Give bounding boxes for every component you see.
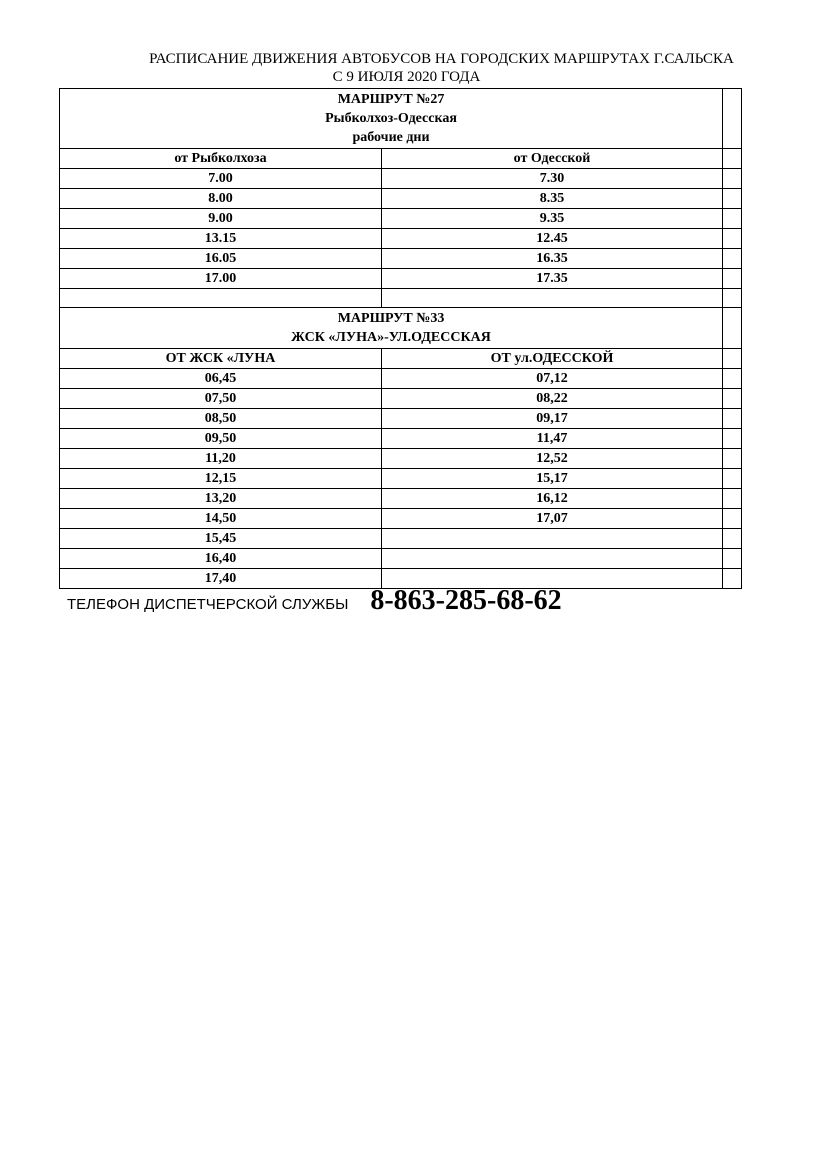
side-cell bbox=[723, 409, 742, 429]
table-row bbox=[60, 369, 742, 389]
side-cell bbox=[723, 349, 742, 369]
side-cell bbox=[723, 569, 742, 589]
route33-time-col2 bbox=[382, 549, 723, 569]
side-cell bbox=[723, 149, 742, 169]
route33-time-col1: 12,15 bbox=[60, 469, 382, 489]
route27-path: Рыбколхоз-Одесская bbox=[325, 111, 457, 126]
route33-time-col2 bbox=[382, 529, 723, 549]
route27-header-row bbox=[60, 89, 742, 149]
route27-header bbox=[60, 89, 723, 149]
document-date: С 9 ИЮЛЯ 2020 ГОДА bbox=[332, 69, 481, 85]
route27-time-col1: 13.15 bbox=[60, 229, 382, 249]
table-row bbox=[60, 469, 742, 489]
side-cell bbox=[723, 269, 742, 289]
table-row bbox=[60, 229, 742, 249]
table-row bbox=[60, 409, 742, 429]
document-title: РАСПИСАНИЕ ДВИЖЕНИЯ АВТОБУСОВ НА ГОРОДСКИХ МАРШРУТАХ Г.САЛЬСКА bbox=[149, 51, 734, 67]
route33-time-col2: 09,17 bbox=[382, 409, 723, 429]
route33-time-col2: 08,22 bbox=[382, 389, 723, 409]
side-cell bbox=[723, 89, 742, 149]
route27-time-col2: 8.35 bbox=[382, 189, 723, 209]
spacer-row bbox=[60, 289, 742, 308]
route33-path: ЖСК «ЛУНА»-УЛ.ОДЕССКАЯ bbox=[291, 330, 491, 345]
table-row bbox=[60, 249, 742, 269]
route27-time-col1: 17.00 bbox=[60, 269, 382, 289]
schedule-table bbox=[59, 88, 742, 589]
route33-time-col2: 11,47 bbox=[382, 429, 723, 449]
table-row bbox=[60, 489, 742, 509]
route33-time-col1: 08,50 bbox=[60, 409, 382, 429]
route27-time-col1: 16.05 bbox=[60, 249, 382, 269]
route33-time-col1: 14,50 bbox=[60, 509, 382, 529]
route27-time-col1: 7.00 bbox=[60, 169, 382, 189]
route33-name: МАРШРУТ №33 bbox=[337, 311, 445, 326]
route33-column-headers bbox=[60, 349, 742, 369]
route27-time-col2: 12.45 bbox=[382, 229, 723, 249]
side-cell bbox=[723, 489, 742, 509]
side-cell bbox=[723, 308, 742, 349]
route27-days: рабочие дни bbox=[352, 130, 430, 145]
route33-time-col1: 09,50 bbox=[60, 429, 382, 449]
route27-time-col1: 9.00 bbox=[60, 209, 382, 229]
route27-col1-header: от Рыбколхоза bbox=[60, 149, 382, 169]
route33-time-col1: 11,20 bbox=[60, 449, 382, 469]
route33-header-row bbox=[60, 308, 742, 349]
table-row bbox=[60, 269, 742, 289]
side-cell bbox=[723, 229, 742, 249]
route33-col2-header: ОТ ул.ОДЕССКОЙ bbox=[382, 349, 723, 369]
route27-name: МАРШРУТ №27 bbox=[337, 92, 445, 107]
side-cell bbox=[723, 389, 742, 409]
route33-time-col2: 07,12 bbox=[382, 369, 723, 389]
side-cell bbox=[723, 189, 742, 209]
table-row bbox=[60, 389, 742, 409]
side-cell bbox=[723, 209, 742, 229]
route33-time-col2: 15,17 bbox=[382, 469, 723, 489]
route33-time-col2: 12,52 bbox=[382, 449, 723, 469]
dispatcher-phone-number: 8-863-285-68-62 bbox=[370, 585, 562, 616]
table-row bbox=[60, 209, 742, 229]
route27-time-col2: 16.35 bbox=[382, 249, 723, 269]
table-row bbox=[60, 449, 742, 469]
table-row bbox=[60, 549, 742, 569]
side-cell bbox=[723, 449, 742, 469]
route33-time-col1: 06,45 bbox=[60, 369, 382, 389]
dispatcher-phone-label: ТЕЛЕФОН ДИСПЕТЧЕРСКОЙ СЛУЖБЫ bbox=[67, 596, 349, 613]
table-row bbox=[60, 509, 742, 529]
route33-time-col2: 16,12 bbox=[382, 489, 723, 509]
table-row bbox=[60, 429, 742, 449]
route33-time-col1: 17,40 bbox=[60, 569, 382, 589]
side-cell bbox=[723, 469, 742, 489]
route27-time-col2: 9.35 bbox=[382, 209, 723, 229]
route33-time-col1: 07,50 bbox=[60, 389, 382, 409]
side-cell bbox=[723, 429, 742, 449]
side-cell bbox=[723, 169, 742, 189]
side-cell bbox=[723, 549, 742, 569]
route27-time-col2: 7.30 bbox=[382, 169, 723, 189]
table-row bbox=[60, 529, 742, 549]
table-row bbox=[60, 189, 742, 209]
route33-header bbox=[60, 308, 723, 349]
route27-col2-header: от Одесской bbox=[382, 149, 723, 169]
route33-time-col1: 13,20 bbox=[60, 489, 382, 509]
route33-time-col1: 16,40 bbox=[60, 549, 382, 569]
table-row bbox=[60, 169, 742, 189]
side-cell bbox=[723, 249, 742, 269]
side-cell bbox=[723, 529, 742, 549]
route33-time-col2: 17,07 bbox=[382, 509, 723, 529]
side-cell bbox=[723, 369, 742, 389]
dispatcher-phone-block bbox=[67, 585, 562, 617]
route33-time-col1: 15,45 bbox=[60, 529, 382, 549]
route27-time-col1: 8.00 bbox=[60, 189, 382, 209]
route27-time-col2: 17.35 bbox=[382, 269, 723, 289]
route27-column-headers bbox=[60, 149, 742, 169]
side-cell bbox=[723, 509, 742, 529]
route33-col1-header: ОТ ЖСК «ЛУНА bbox=[60, 349, 382, 369]
